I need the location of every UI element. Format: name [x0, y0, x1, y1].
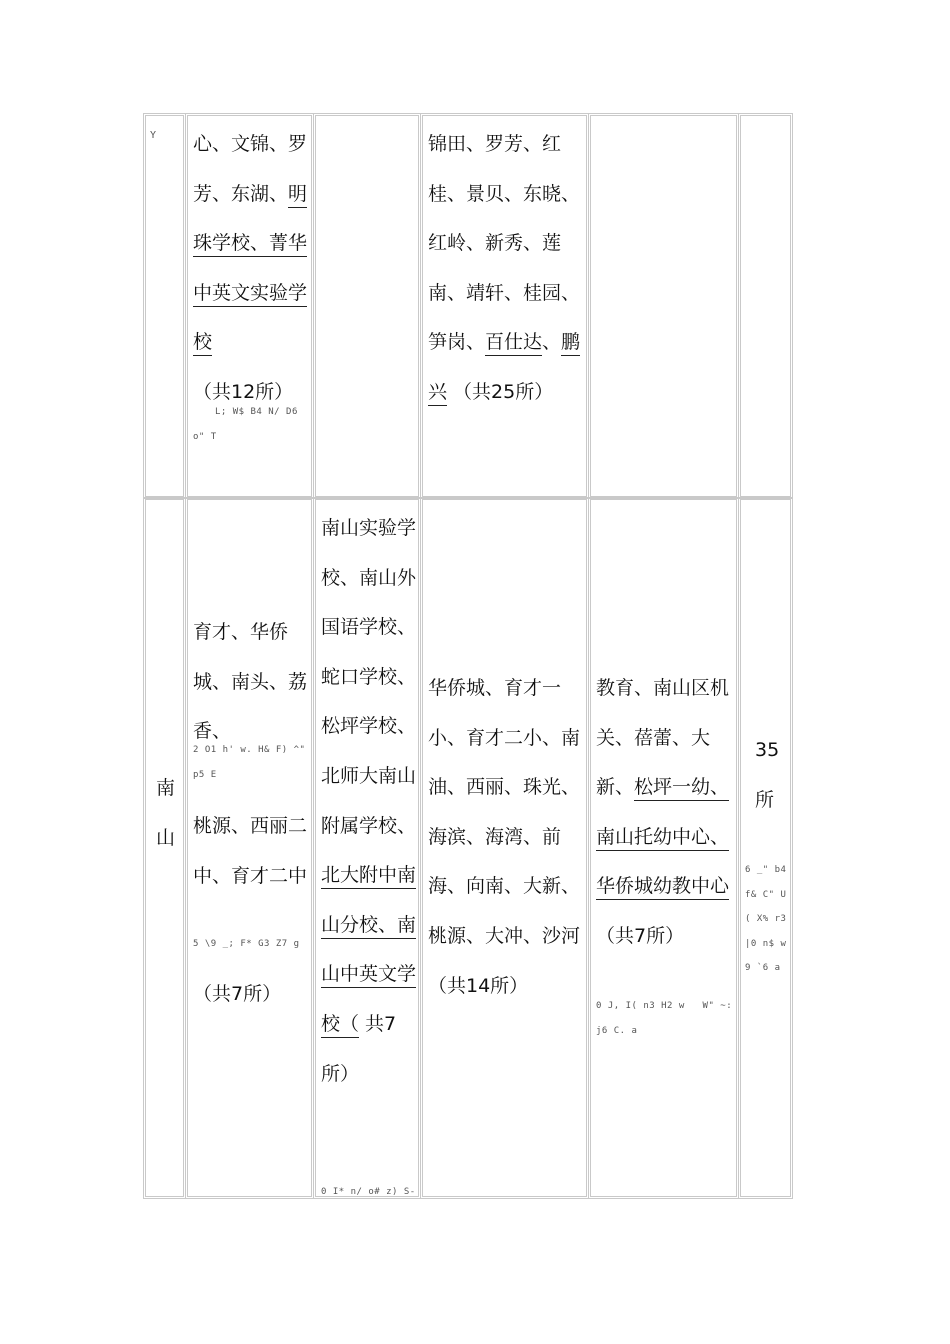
row1-col4-separator: 、 — [542, 331, 562, 354]
row1-col2-count: （共12所） — [193, 380, 294, 403]
row2-col4-school-list: 华侨城、育才一小、育才二小、南油、西丽、珠光、海滨、海湾、前海、向南、大新、桃源、大冲、沙河 （共14所） — [428, 677, 581, 997]
row1-col5-cell — [588, 113, 739, 499]
row2-col2-school-list-b: 桃源、西丽二中、育才二中 — [193, 815, 308, 887]
row1-col4-underlined-school-2: 鹏兴 — [428, 331, 580, 406]
row2-col3-text-a: 南山实验学校、南山外国语学校、蛇口学校、松坪学校、北师大南山附属学校、 — [321, 517, 417, 837]
row1-col4-count: （共25所） — [447, 380, 554, 403]
row2-col2-count: （共7所） — [193, 983, 282, 1005]
district-name: 南山 — [156, 777, 176, 849]
row1-col6-cell — [738, 113, 793, 499]
row2-col5-school-list — [596, 664, 736, 962]
row2-col5-text-a: 教育、南山区机关、蓓蕾、大新、 — [596, 677, 730, 799]
row1-col2-school-list — [193, 120, 311, 418]
row2-col5-underlined-schools: 松坪一幼、南山托幼中心、华侨城幼教中心 — [596, 776, 729, 900]
row1-col4-underlined-school-1: 百仕达 — [485, 331, 542, 356]
row2-col3-noise-text: 0 I* n/ o# z) S- — [321, 1187, 416, 1197]
row2-col5-cell — [588, 497, 739, 1199]
row1-col4-text-a: 锦田、罗芳、红桂、景贝、东晓、红岭、新秀、莲南、靖轩、桂园、笋岗、 — [428, 133, 581, 354]
row1-col1-cell — [143, 113, 186, 499]
row2-col4-cell — [420, 497, 589, 1199]
row2-col3-count: 共7所） — [321, 1012, 397, 1085]
row2-col3-school-list — [321, 504, 420, 1099]
row2-district-cell — [143, 497, 186, 1199]
row2-col2-cell — [185, 497, 314, 1199]
row1-col2-cell — [185, 113, 314, 499]
row1-col4-cell — [420, 113, 589, 499]
row1-col2-underlined-schools: 明珠学校、菁华中英文实验学校 — [193, 183, 307, 357]
row1-col1-mark: Y — [150, 130, 157, 141]
row2-col2-school-list-a: 育才、华侨城、南头、荔香、 — [193, 621, 308, 743]
row2-col6-noise-text: 6 _" b4 f& C" U( X% r3 |0 n$ w9 `6 a — [745, 865, 793, 973]
row1-col2-text-a: 心、文锦、罗芳、东湖、 — [193, 133, 308, 205]
row1-col3-cell — [313, 113, 421, 499]
row2-col2-noise-text-1: 2 O1 h' w. H& F) ^" p5 E — [193, 745, 312, 780]
row2-col6-cell — [738, 497, 793, 1199]
row2-col5-count: （共7所） — [596, 924, 685, 947]
row2-col5-noise-text: 0 J, I( n3 H2 w W" ~: j6 C. a — [596, 1001, 739, 1036]
row2-col3-underlined-schools: 北大附中南山分校、南山中英文学校（ — [321, 864, 416, 1038]
row2-total-count: 35所 — [755, 739, 780, 811]
row2-col3-cell — [313, 497, 421, 1199]
row2-col2-noise-text-2: 5 \9 _; F* G3 Z7 g — [193, 939, 300, 949]
row1-col2-noise-text: L; W$ B4 N/ D6 o" T — [193, 407, 304, 442]
row1-col4-school-list — [428, 120, 588, 418]
